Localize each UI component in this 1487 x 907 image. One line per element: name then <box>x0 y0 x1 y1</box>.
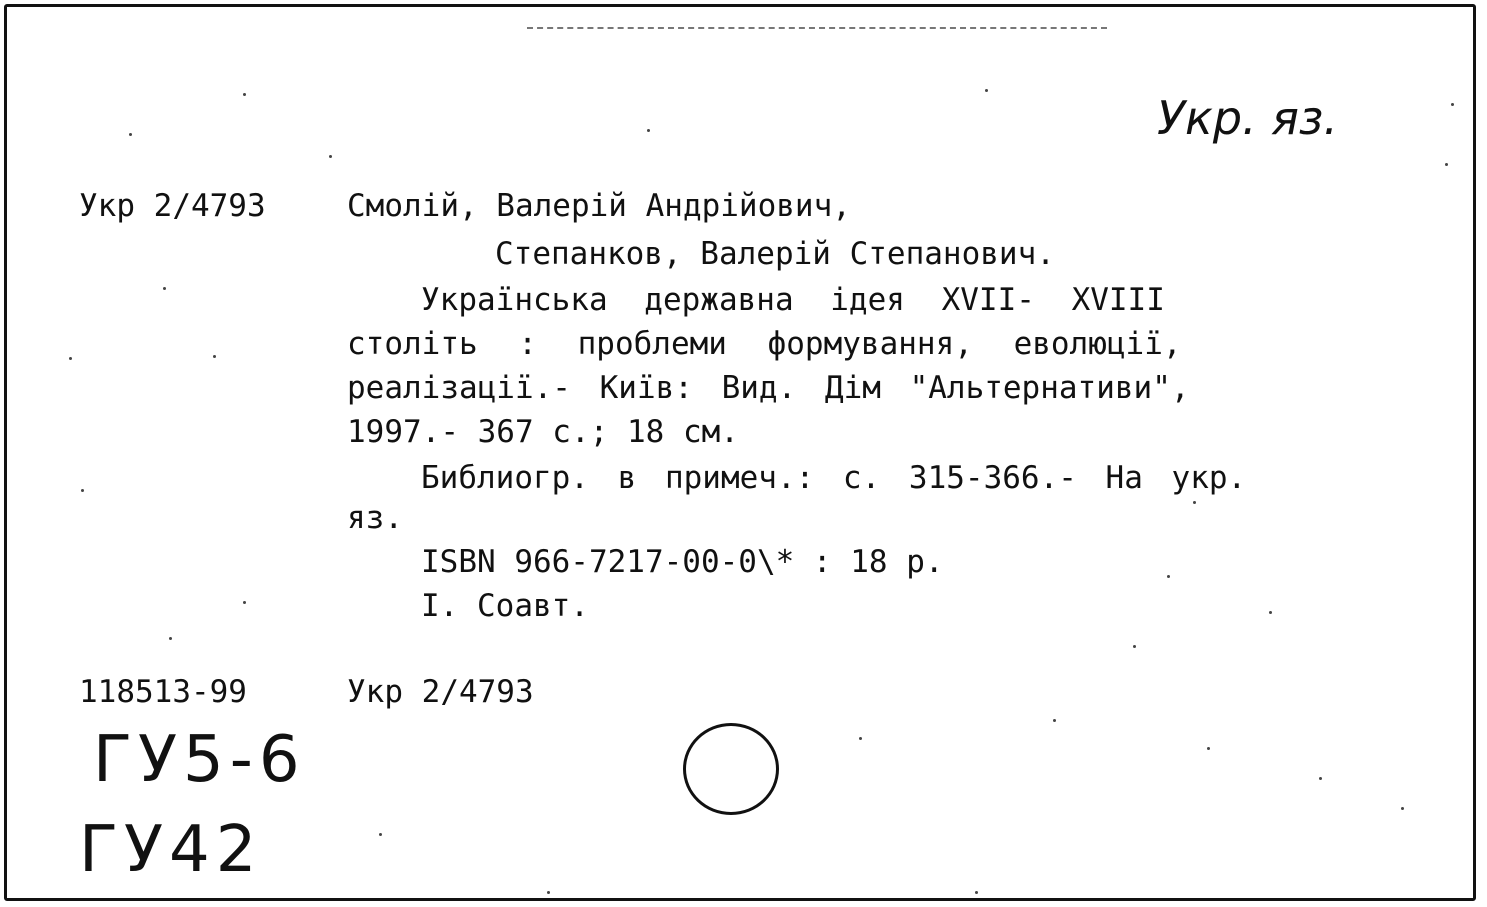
primary-author: Смолій, Валерій Андрійович, <box>347 188 851 224</box>
accession-call-number: Укр 2/4793 <box>347 674 534 710</box>
top-rule <box>527 27 1107 29</box>
speck <box>243 93 246 96</box>
title-line-2: століть : проблеми формування, еволюції, <box>347 326 1182 362</box>
speck <box>1401 807 1404 810</box>
handwritten-code-2: ГУ42 <box>79 813 263 887</box>
bibliography-note: Библиогр. в примеч.: с. 315-366.- На укр. <box>421 460 1247 496</box>
speck <box>1167 575 1170 578</box>
speck <box>975 891 978 894</box>
speck <box>129 133 132 136</box>
speck <box>1053 719 1056 722</box>
speck <box>169 637 172 640</box>
collation-line: 1997.- 367 с.; 18 см. <box>347 414 739 450</box>
speck <box>243 601 246 604</box>
handwritten-language-note: Укр. яз. <box>1157 91 1339 145</box>
bibliography-note-cont: яз. <box>347 500 403 536</box>
speck <box>985 89 988 92</box>
imprint-line: реалізації.- Київ: Вид. Дім "Альтернативи", <box>347 370 1190 406</box>
hand-drawn-circle <box>683 723 779 815</box>
isbn-line: ISBN 966-7217-00-0\* : 18 р. <box>421 544 944 580</box>
accession-number: 118513-99 <box>79 674 247 710</box>
speck <box>1269 611 1272 614</box>
tracing-line: I. Соавт. <box>421 588 589 624</box>
speck <box>1451 103 1454 106</box>
speck <box>163 287 166 290</box>
speck <box>69 357 72 360</box>
catalog-card <box>4 4 1476 901</box>
speck <box>1133 645 1136 648</box>
speck <box>859 737 862 740</box>
speck <box>329 155 332 158</box>
speck <box>1445 163 1448 166</box>
speck <box>1207 747 1210 750</box>
handwritten-code-1: ГУ5-6 <box>93 723 306 797</box>
coauthor: Степанков, Валерій Степанович. <box>495 236 1055 272</box>
speck <box>379 833 382 836</box>
speck <box>647 129 650 132</box>
speck <box>81 489 84 492</box>
call-number: Укр 2/4793 <box>79 188 266 224</box>
title-line-1: Українська державна ідея XVII- XVIII <box>421 282 1165 318</box>
speck <box>1319 777 1322 780</box>
speck <box>547 891 550 894</box>
speck <box>1193 501 1196 504</box>
speck <box>213 355 216 358</box>
